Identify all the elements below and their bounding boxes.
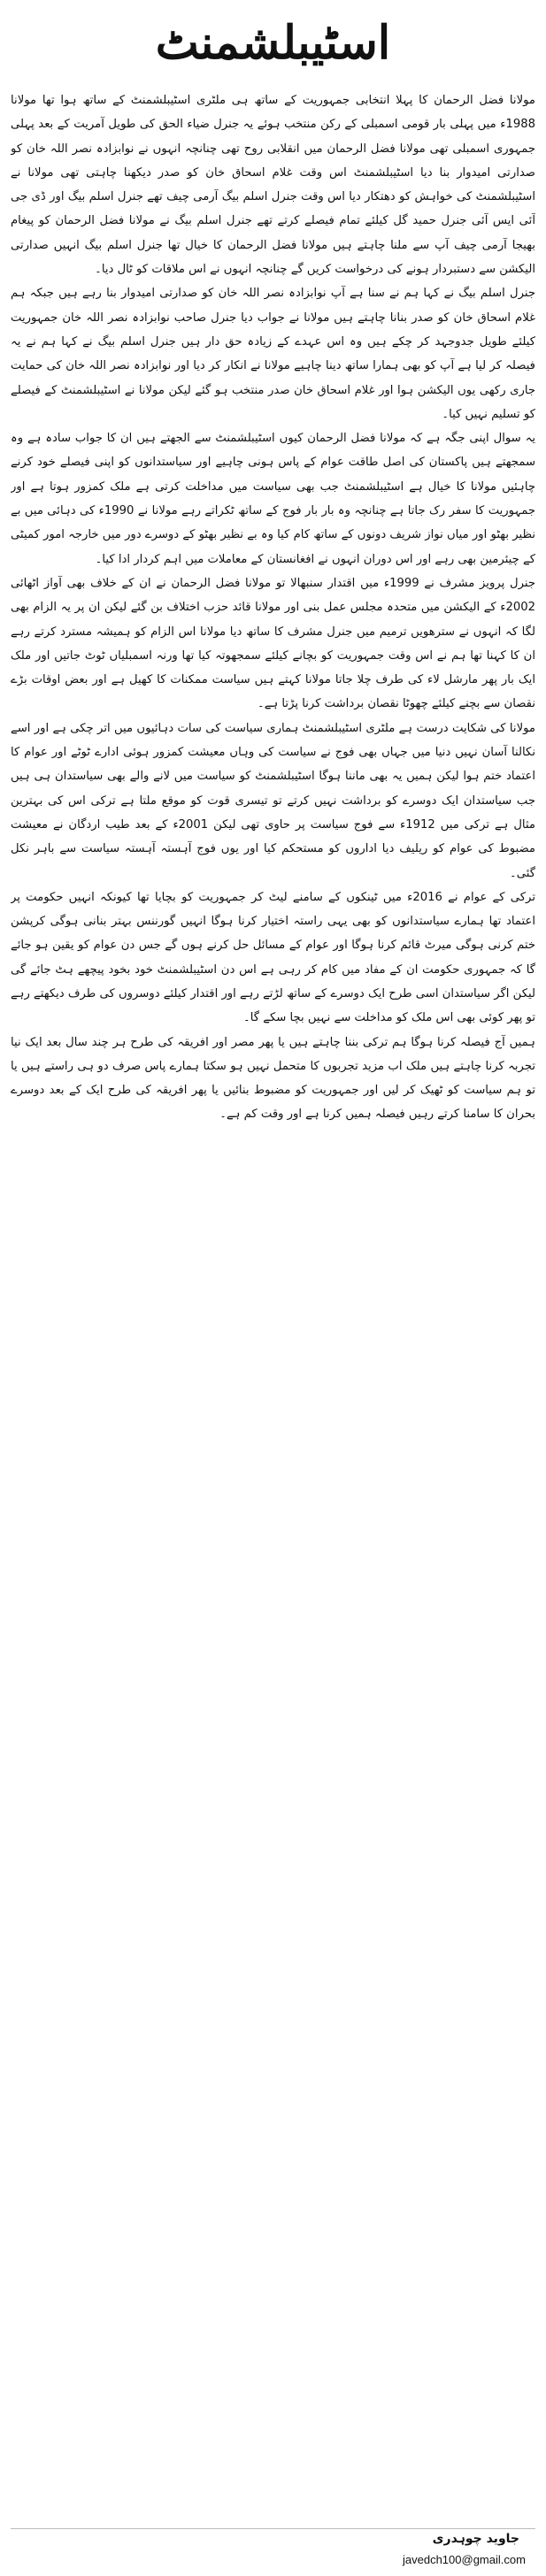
article-paragraph: جنرل پرویز مشرف نے 1999ء میں اقتدار سنبھالا تو مولانا فضل الرحمان نے ان کے خلاف بھی آواز اٹھائی 2002ء کے الیکشن میں متحدہ مجلس عمل بنی اور مولانا قائد حزب اختلاف بن گئے لیکن ان پر یہ الزام بھی لگا کہ انہوں نے سترھویں ترمیم میں جنرل مشرف کا ساتھ دیا مولانا اس الزام کو ہمیشہ مسترد کرتے رہے ان کا کہنا تھا ہم نے اس وقت جمہوریت کو بچانے کیلئے سمجھوتہ کیا تھا ورنہ اسمبلیاں ٹوٹ جاتیں اور ملک ایک بار پھر مارشل لاء کی طرف چلا جاتا مولانا کہتے ہیں سیاست ممکنات کا کھیل ہے اور بعض اوقات بڑے نقصان سے بچنے کیلئے چھوٹا نقصان برداشت کرنا پڑتا ہے۔ [11, 576, 535, 711]
article-paragraph: ترکی کے عوام نے 2016ء میں ٹینکوں کے سامنے لیٹ کر جمہوریت کو بچایا تھا کیونکہ انہیں حکومت پر اعتماد تھا ہمارے سیاستدانوں کو بھی یہی راستہ اختیار کرنا ہوگا انہیں گورننس بہتر بنانی ہوگی کرپشن ختم کرنی ہوگی میرٹ قائم کرنا ہوگا اور عوام کے مسائل حل کرنے ہوں گے جس دن عوام کو یقین ہو جائے گا کہ جمہوری حکومت ان کے مفاد میں کام کر رہی ہے اس دن اسٹیبلشمنٹ خود بخود پیچھے ہٹ جائے گی لیکن اگر سیاستدان اسی طرح ایک دوسرے کے ساتھ لڑتے رہے اور اقتدار کیلئے دوسروں کی طرف دیکھتے رہے تو پھر کوئی بھی اس ملک کو مداخلت سے نہیں بچا سکے گا۔ [11, 890, 535, 1025]
divider [11, 2528, 535, 2529]
headline [0, 0, 546, 85]
article-paragraph: یہ سوال اپنی جگہ ہے کہ مولانا فضل الرحمان کیوں اسٹیبلشمنٹ سے الجھتے ہیں ان کا جواب سادہ ہے وہ سمجھتے ہیں پاکستان کی اصل طاقت عوام کے پاس ہونی چاہیے اور سیاستدانوں کو اپنی فیصلے خود کرنے چاہئیں مولانا کا خیال ہے اسٹیبلشمنٹ جب بھی سیاست میں مداخلت کرتی ہے ملک کمزور ہوتا ہے اور جمہوریت کا سفر رک جاتا ہے چنانچہ وہ بار بار فوج کے ساتھ ٹکراتے رہے مولانا نے 1990ء کی دہائی میں بے نظیر بھٹو اور میاں نواز شریف دونوں کے ساتھ کام کیا وہ بے نظیر بھٹو کے دوسرے دور میں خارجہ امور کمیٹی کے چیئرمین بھی رہے اور اس دوران انہوں نے افغانستان کے معاملات میں اہم کردار ادا کیا۔ [11, 432, 535, 566]
article-body [11, 88, 535, 2530]
article-paragraph: ہمیں آج فیصلہ کرنا ہوگا ہم ترکی بننا چاہتے ہیں یا پھر مصر اور افریقہ کی طرح ہر چند سال بعد ایک نیا تجربہ کرنا چاہتے ہیں ملک اب مزید تجربوں کا متحمل نہیں ہو سکتا ہمارے پاس صرف دو ہی راستے ہیں یا تو ہم سیاست کو ٹھیک کر لیں اور جمہوریت کو مضبوط بنائیں یا پھر افریقہ کی طرح ایک کے بعد دوسرے بحران کا سامنا کرتے رہیں فیصلہ ہمیں کرنا ہے اور وقت کم ہے۔ [11, 1035, 535, 1122]
article-paragraph: مولانا کی شکایت درست ہے ملٹری اسٹیبلشمنٹ ہماری سیاست کی سات دہائیوں میں اتر چکی ہے اور اسے نکالنا آسان نہیں دنیا میں جہاں بھی فوج نے سیاست کی وہاں معیشت کمزور ہوئی ادارے ٹوٹے اور عوام کا اعتماد ختم ہوا لیکن ہمیں یہ بھی ماننا ہوگا اسٹیبلشمنٹ کو سیاست میں لانے والے بھی سیاستدان ہی ہیں جب سیاستدان ایک دوسرے کو برداشت نہیں کرتے تو تیسری قوت کو موقع ملتا ہے ترکی اس کی بہترین مثال ہے ترکی میں 1912ء سے فوج سیاست پر حاوی تھی لیکن 2001ء کے بعد طیب اردگان نے معیشت مضبوط کی عوام کو ریلیف دیا اداروں کو مستحکم کیا اور یوں فوج آہستہ آہستہ سیاست سے باہر نکل گئی۔ [11, 721, 535, 880]
article-paragraph: جنرل اسلم بیگ نے کہا ہم نے سنا ہے آپ نوابزادہ نصر اللہ خان کو صدارتی امیدوار بنا رہے ہیں جبکہ ہم غلام اسحاق خان کو صدر بنانا چاہتے ہیں مولانا نے جواب دیا جنرل صاحب نوابزادہ نصر اللہ خان جمہوریت کیلئے طویل جدوجہد کر چکے ہیں وہ اس عہدے کے زیادہ حق دار ہیں جنرل اسلم بیگ نے کہا ہم نے یہ فیصلہ کر لیا ہے آپ کو بھی ہمارا ساتھ دینا چاہیے مولانا نے انکار کر دیا اور نوابزادہ نصر اللہ خان کی حمایت جاری رکھی یوں الیکشن ہوا اور غلام اسحاق خان صدر منتخب ہو گئے لیکن مولانا نے اسٹیبلشمنٹ کے فیصلے کو تسلیم نہیں کیا۔ [11, 287, 535, 421]
author-email: javedch100@gmail.com [403, 2553, 526, 2566]
column-title: اسٹیبلشمنٹ [155, 15, 391, 70]
article-paragraph: مولانا فضل الرحمان کا پہلا انتخابی جمہوریت کے ساتھ ہی ملٹری اسٹیبلشمنٹ کے ساتھ ہوا تھا مولانا 1988ء میں پہلی بار قومی اسمبلی کے رکن منتخب ہوئے یہ جنرل ضیاء الحق کی طویل آمریت کے بعد پہلی جمہوری اسمبلی تھی مولانا فضل الرحمان میں انقلابی روح تھی چنانچہ انہوں نے نوابزادہ نصر اللہ خان کو صدارتی امیدوار بنا دیا اسٹیبلشمنٹ اس وقت غلام اسحاق خان کو صدر دیکھنا چاہتی تھی مولانا نے اسٹیبلشمنٹ کی خواہش کو دھتکار دیا اس وقت جنرل اسلم بیگ آرمی چیف تھے جنرل اسلم بیگ اور ڈی جی آئی ایس آئی جنرل حمید گل کیلئے تمام فیصلے کرتے تھے جنرل اسلم بیگ نے مولانا فضل الرحمان کو پیغام بھیجا آرمی چیف آپ سے ملنا چاہتے ہیں مولانا فضل الرحمان کا خیال تھا جنرل اسلم بیگ انہیں صدارتی الیکشن سے دستبردار ہونے کی درخواست کریں گے چنانچہ انہوں نے اس ملاقات کو ٹال دیا۔ [11, 94, 535, 277]
author-name: جاوید چوہدری [432, 2532, 519, 2546]
